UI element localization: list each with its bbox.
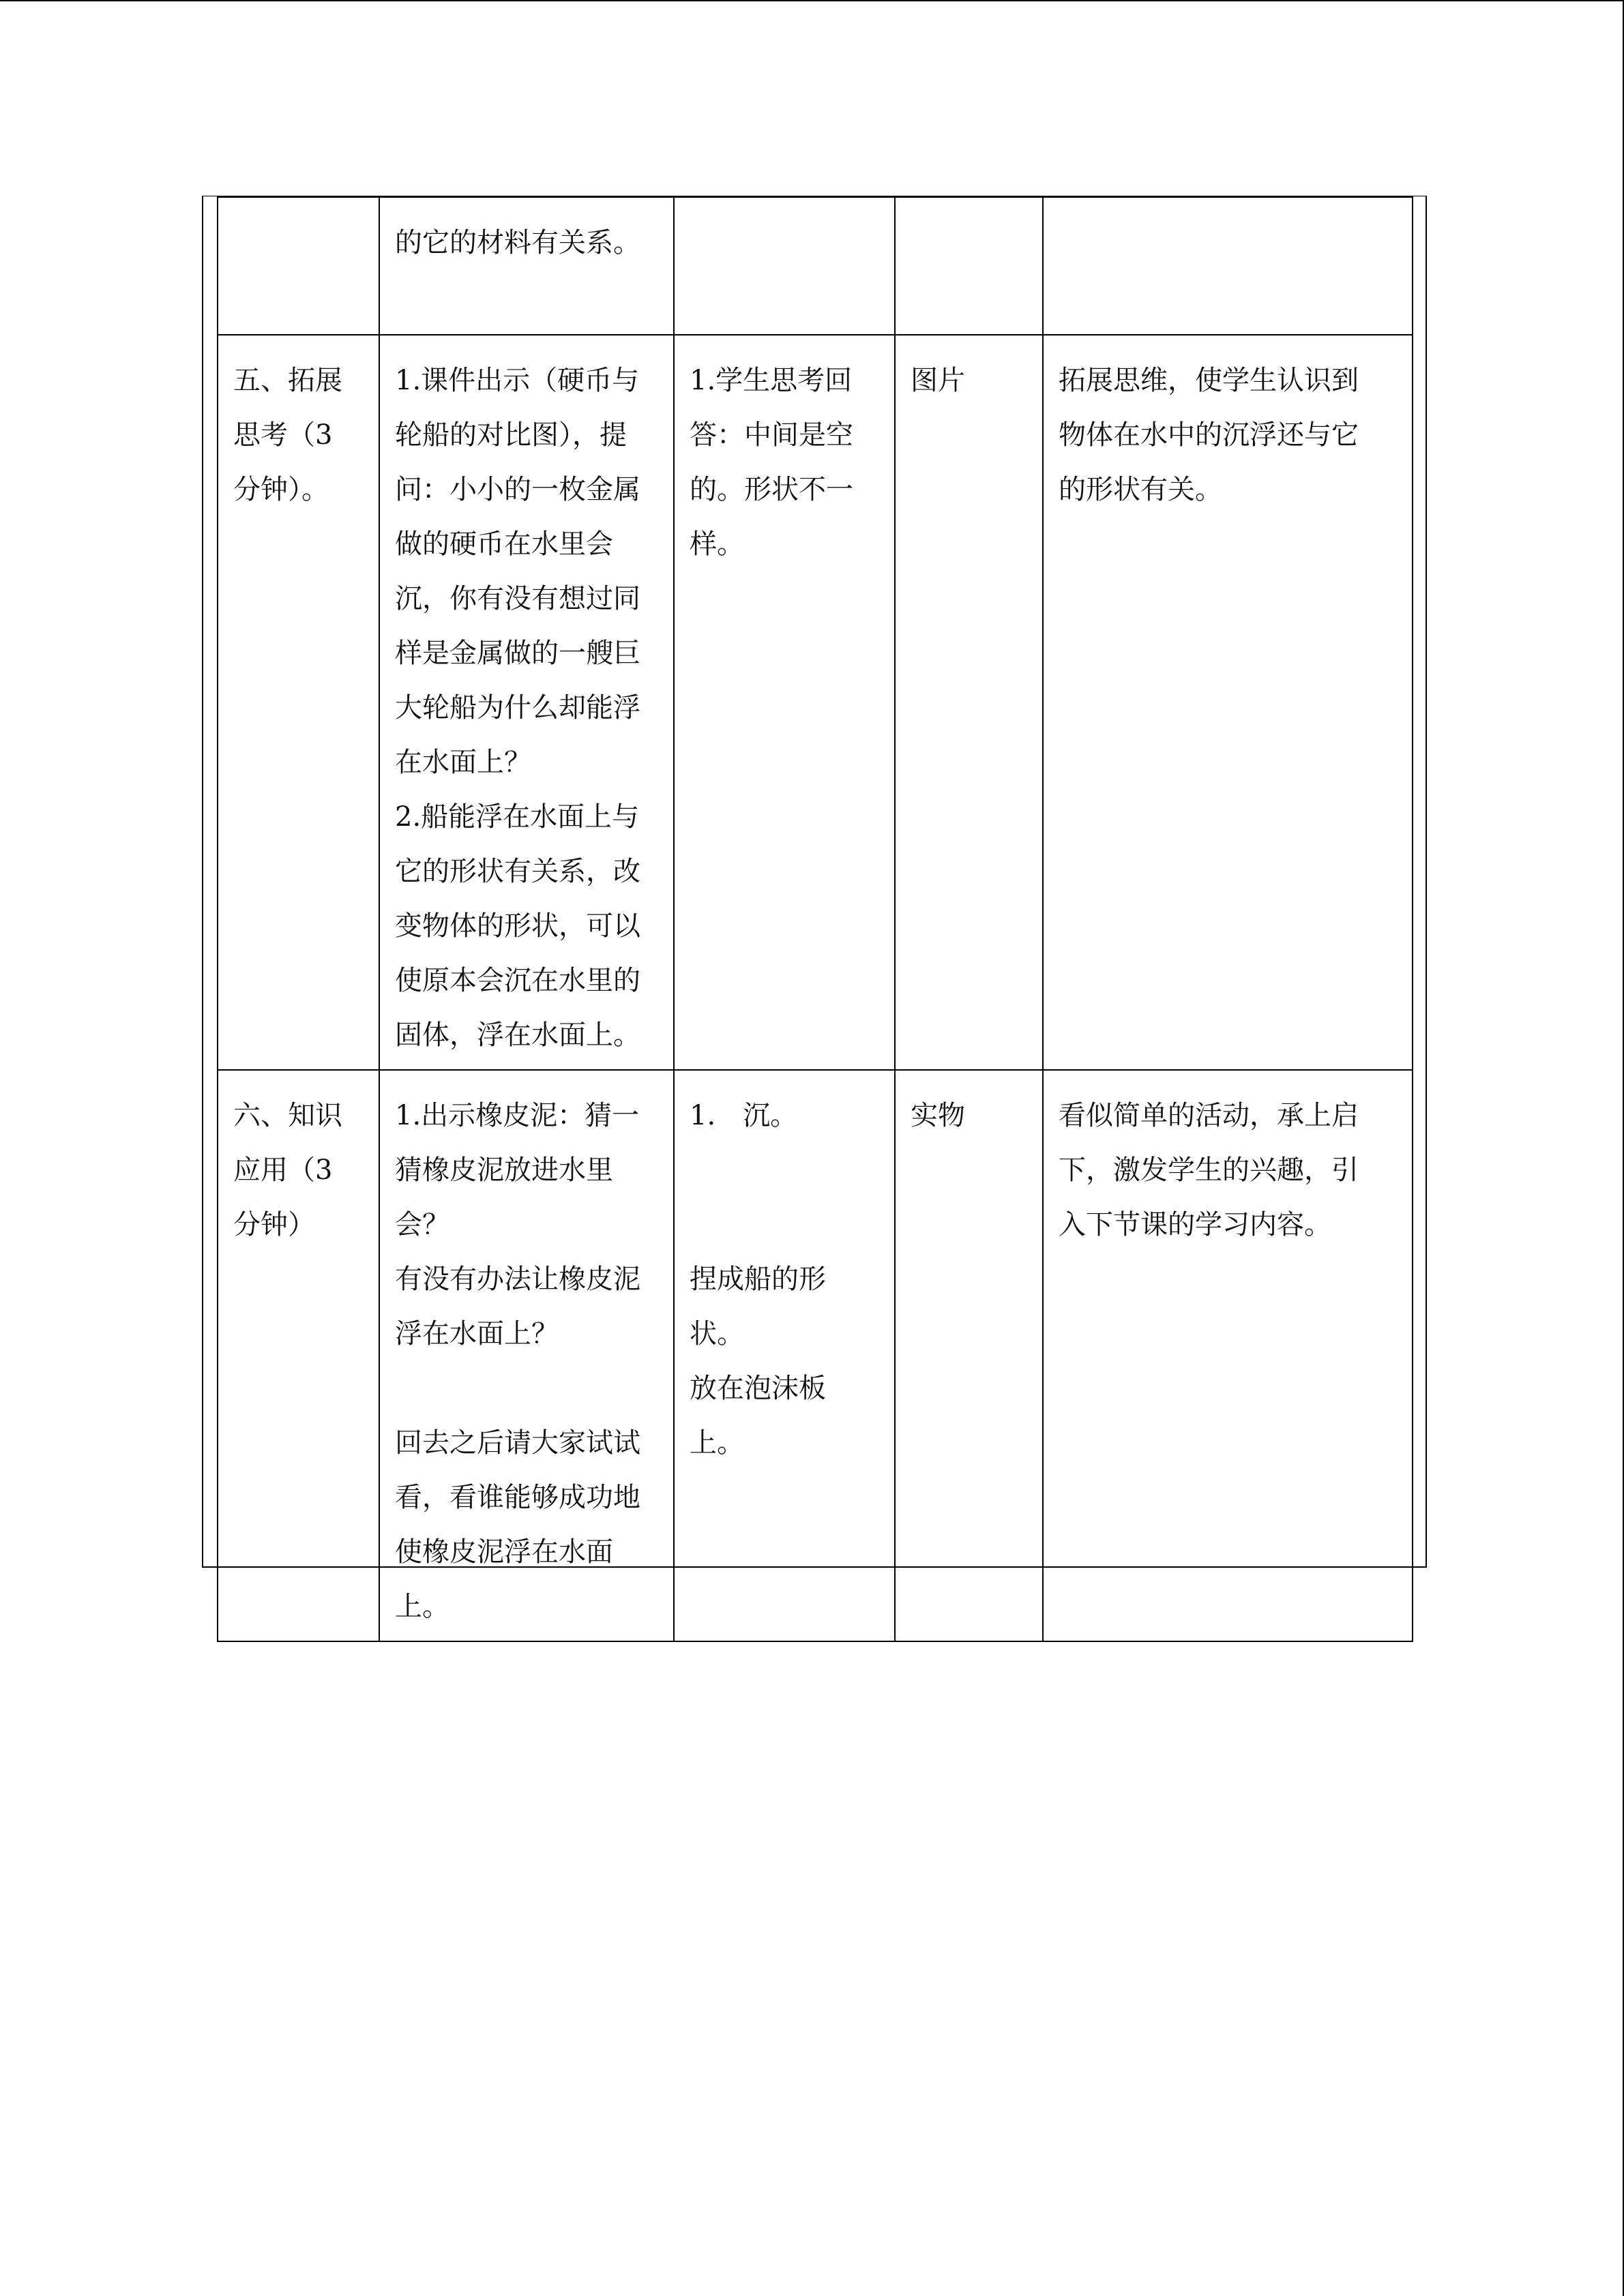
cell-text-line: 1.课件出示（硬币与: [395, 365, 640, 396]
cell-text-line: 状。: [690, 1318, 744, 1350]
cell-text-line: 实物: [911, 1100, 965, 1131]
media-cell: [895, 1070, 1043, 1641]
cell-text-line: 图片: [911, 365, 965, 396]
cell-text-line: 有没有办法让橡皮泥: [395, 1264, 640, 1295]
cell-text-line: 答：中间是空: [690, 419, 853, 451]
cell-text-line: 物体在水中的沉浮还与它: [1059, 419, 1359, 451]
design-intent-cell: [1043, 197, 1413, 335]
cell-text-line: 下，激发学生的兴趣，引: [1059, 1154, 1359, 1186]
cell-text-line: 1.学生思考回: [690, 365, 853, 396]
cell-text-line: 做的硬币在水里会: [395, 528, 613, 560]
cell-text-line: 沉，你有没有想过同: [395, 583, 640, 614]
cell-text-line: [395, 1361, 661, 1416]
cell-text-line: 放在泡沫板: [690, 1373, 826, 1404]
stage-cell: [218, 1070, 379, 1641]
cell-text-line: 的。形状不一: [690, 474, 853, 505]
cell-text-line: 上。: [395, 1591, 449, 1622]
student-activity-cell: [674, 1070, 895, 1641]
table-row: [218, 335, 1413, 1070]
cell-text-line: 回去之后请大家试试: [395, 1427, 640, 1459]
cell-text-line: 2.船能浮在水面上与: [395, 801, 640, 833]
cell-text-line: 在水面上？: [395, 747, 531, 778]
cell-text-line: 使原本会沉在水里的: [395, 965, 640, 996]
cell-text-line: 大轮船为什么却能浮: [395, 692, 640, 724]
cell-text-line: 它的形状有关系，改: [395, 856, 640, 887]
cell-text-line: 变物体的形状，可以: [395, 910, 640, 942]
cell-text-line: 分钟）。: [233, 474, 329, 505]
stage-cell: [218, 335, 379, 1070]
teacher-activity-cell: [379, 197, 674, 335]
table-row: [218, 1070, 1413, 1641]
student-activity-cell: [674, 335, 895, 1070]
cell-text-line: [690, 1143, 882, 1197]
cell-text-line: 1. 沉。: [690, 1100, 798, 1131]
cell-text-line: 会？: [395, 1209, 449, 1240]
cell-text-line: 轮船的对比图），提: [395, 419, 627, 451]
design-intent-cell: [1043, 1070, 1413, 1641]
cell-text-line: 五、拓展: [233, 365, 342, 396]
cell-text-line: 样是金属做的一艘巨: [395, 638, 640, 669]
cell-text-line: 1.出示橡皮泥：猜一: [395, 1100, 640, 1131]
cell-text-line: 固体，浮在水面上。: [395, 1019, 640, 1051]
cell-text-line: 的它的材料有关系。: [395, 227, 640, 258]
design-intent-cell: [1043, 335, 1413, 1070]
cell-text-line: [690, 1197, 882, 1252]
cell-text-line: 入下节课的学习内容。: [1059, 1209, 1331, 1240]
cell-text-line: 样。: [690, 528, 744, 560]
cell-text-line: 上。: [690, 1427, 744, 1459]
media-cell: [895, 335, 1043, 1070]
cell-text-line: 六、知识: [233, 1100, 342, 1131]
cell-text-line: 浮在水面上？: [395, 1318, 559, 1350]
cell-text-line: 思考（3: [233, 419, 333, 451]
lesson-plan-table: [217, 196, 1413, 1642]
teacher-activity-cell: [379, 1070, 674, 1641]
student-activity-cell: [674, 197, 895, 335]
cell-text-line: 的形状有关。: [1059, 474, 1222, 505]
cell-text-line: 应用（3: [233, 1154, 333, 1186]
table-row: [218, 197, 1413, 335]
cell-text-line: 分钟）: [233, 1209, 315, 1240]
cell-text-line: 捏成船的形: [690, 1264, 826, 1295]
media-cell: [895, 197, 1043, 335]
teacher-activity-cell: [379, 335, 674, 1070]
cell-text-line: 使橡皮泥浮在水面: [395, 1536, 613, 1568]
lesson-table-frame: [202, 196, 1427, 1622]
cell-text-line: 猜橡皮泥放进水里: [395, 1154, 613, 1186]
cell-text-line: 看似简单的活动，承上启: [1059, 1100, 1359, 1131]
cell-text-line: 看，看谁能够成功地: [395, 1482, 640, 1513]
stage-cell: [218, 197, 379, 335]
cell-text-line: 问：小小的一枚金属: [395, 474, 640, 505]
cell-text-line: 拓展思维，使学生认识到: [1059, 365, 1359, 396]
